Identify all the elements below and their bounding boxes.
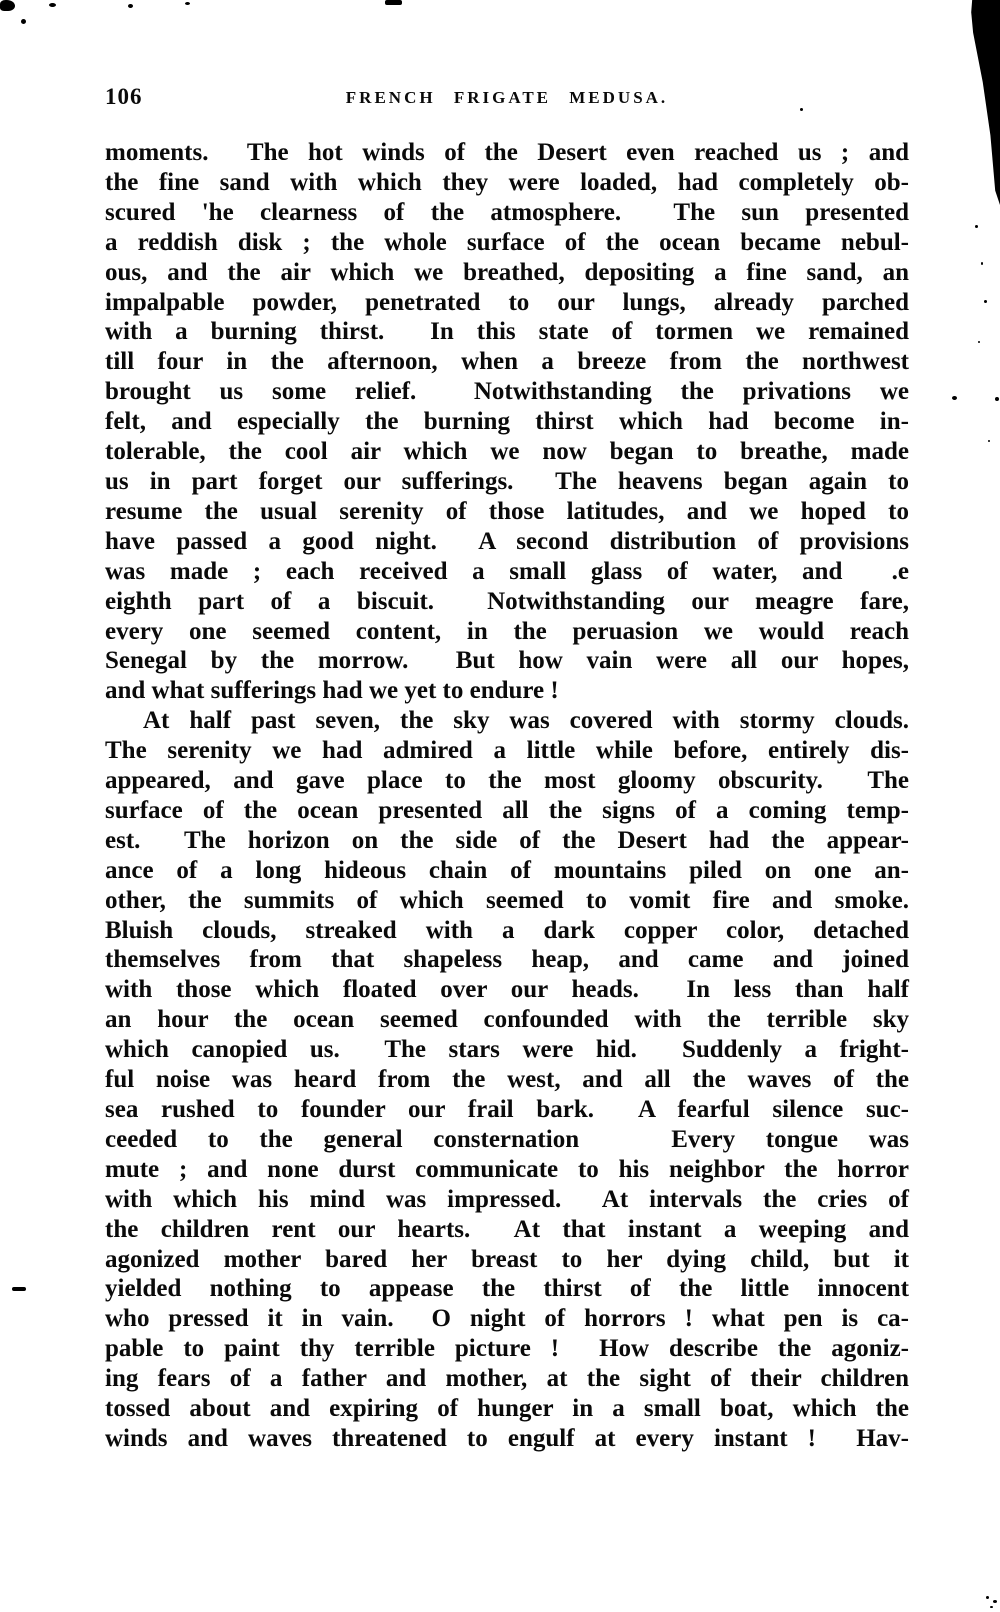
text-line: till four in the afternoon, when a breeze from the northwest: [105, 348, 909, 376]
text-line: the fine sand with which they were loaded, had completely ob-: [105, 168, 909, 196]
text-line: pable to paint thy terrible picture ! How describe the agoniz-: [105, 1335, 909, 1363]
text-line: with those which floated over our heads. In less than half: [105, 976, 909, 1004]
text-line: who pressed it in vain. O night of horrors ! what pen is ca-: [105, 1305, 909, 1333]
text-line: was made ; each received a small glass of water, and .e: [105, 557, 909, 585]
text-line: an hour the ocean seemed confounded with the terrible sky: [105, 1006, 909, 1034]
scan-speck: [978, 341, 980, 343]
text-line: us in part forget our sufferings. The heavens began again to: [105, 467, 909, 495]
scan-speck: [975, 225, 978, 228]
scan-speck: [385, 0, 402, 5]
text-line: winds and waves threatened to engulf at every instant ! Hav-: [105, 1424, 909, 1452]
text-line: with a burning thirst. In this state of tormen we remained: [105, 318, 909, 346]
scan-speck: [981, 262, 983, 265]
scan-speck: [993, 1600, 997, 1603]
text-line: felt, and especially the burning thirst which had become in-: [105, 408, 909, 436]
scan-speck: [995, 397, 999, 401]
text-line: tolerable, the cool air which we now began to breathe, made: [105, 438, 909, 466]
scan-speck: [988, 440, 990, 442]
text-line: with which his mind was impressed. At intervals the cries of: [105, 1185, 909, 1213]
text-line: Senegal by the morrow. But how vain were all our hopes,: [105, 647, 909, 675]
text-line: sea rushed to founder our frail bark. A fearful silence suc-: [105, 1096, 909, 1123]
text-line: themselves from that shapeless heap, and came and joined: [105, 946, 909, 974]
text-line: other, the summits of which seemed to vomit fire and smoke.: [105, 886, 909, 914]
text-line: resume the usual serenity of those latitudes, and we hoped to: [105, 497, 909, 525]
text-line: ance of a long hideous chain of mountains piled on one an-: [105, 856, 909, 884]
text-line: agonized mother bared her breast to her dying child, but it: [105, 1245, 909, 1273]
text-line: est. The horizon on the side of the Desert had the appear-: [105, 826, 909, 854]
text-line: ing fears of a father and mother, at the sight of their children: [105, 1365, 909, 1393]
text-line: impalpable powder, penetrated to our lungs, already parched: [105, 288, 909, 316]
text-line: a reddish disk ; the whole surface of the ocean became nebul-: [105, 228, 909, 256]
scan-speck: [185, 2, 190, 5]
text-line: ful noise was heard from the west, and all the waves of the: [105, 1066, 909, 1094]
text-line: At half past seven, the sky was covered with stormy clouds.: [143, 707, 909, 735]
text-line: every one seemed content, in the peruasion we would reach: [105, 617, 909, 645]
text-line: Bluish clouds, streaked with a dark copper color, detached: [105, 916, 909, 944]
scan-smudge-top-right: [952, 0, 1000, 205]
scan-speck: [128, 4, 133, 8]
text-line: the children rent our hearts. At that instant a weeping and: [105, 1215, 909, 1243]
text-line: have passed a good night. A second distribution of provisions: [105, 527, 909, 555]
page-header: [105, 84, 909, 112]
scan-speck: [800, 108, 803, 111]
text-line: scured 'he clearness of the atmosphere. The sun presented: [105, 198, 909, 226]
text-line: mute ; and none durst communicate to his neighbor the horror: [105, 1155, 909, 1183]
scan-speck: [986, 1596, 989, 1599]
scan-speck: [984, 300, 987, 303]
body-text: [105, 138, 909, 1454]
text-line: The serenity we had admired a little while before, entirely dis-: [105, 737, 909, 765]
text-line: moments. The hot winds of the Desert even reached us ; and: [105, 139, 909, 166]
scan-speck: [49, 3, 56, 7]
scan-speck: [0, 0, 15, 11]
text-line: ceeded to the general consternation Every tongue was: [105, 1125, 909, 1153]
scan-speck: [12, 1287, 26, 1291]
text-line: and what sufferings had we yet to endure !: [105, 677, 559, 705]
scan-speck: [21, 19, 26, 24]
running-title: FRENCH FRIGATE MEDUSA.: [345, 88, 669, 107]
text-line: eighth part of a biscuit. Notwithstanding our meagre fare,: [105, 587, 909, 615]
text-line: appeared, and gave place to the most gloomy obscurity. The: [105, 767, 909, 795]
scan-speck: [952, 396, 957, 400]
text-line: surface of the ocean presented all the signs of a coming temp-: [105, 796, 909, 824]
text-line: ous, and the air which we breathed, depositing a fine sand, an: [105, 258, 909, 286]
text-line: tossed about and expiring of hunger in a small boat, which the: [105, 1395, 909, 1423]
page-number: 106: [105, 84, 143, 109]
text-line: which canopied us. The stars were hid. Suddenly a fright-: [105, 1036, 909, 1064]
text-line: yielded nothing to appease the thirst of the little innocent: [105, 1275, 909, 1303]
text-line: brought us some relief. Notwithstanding the privations we: [105, 378, 909, 406]
scan-speck: [990, 1606, 993, 1608]
